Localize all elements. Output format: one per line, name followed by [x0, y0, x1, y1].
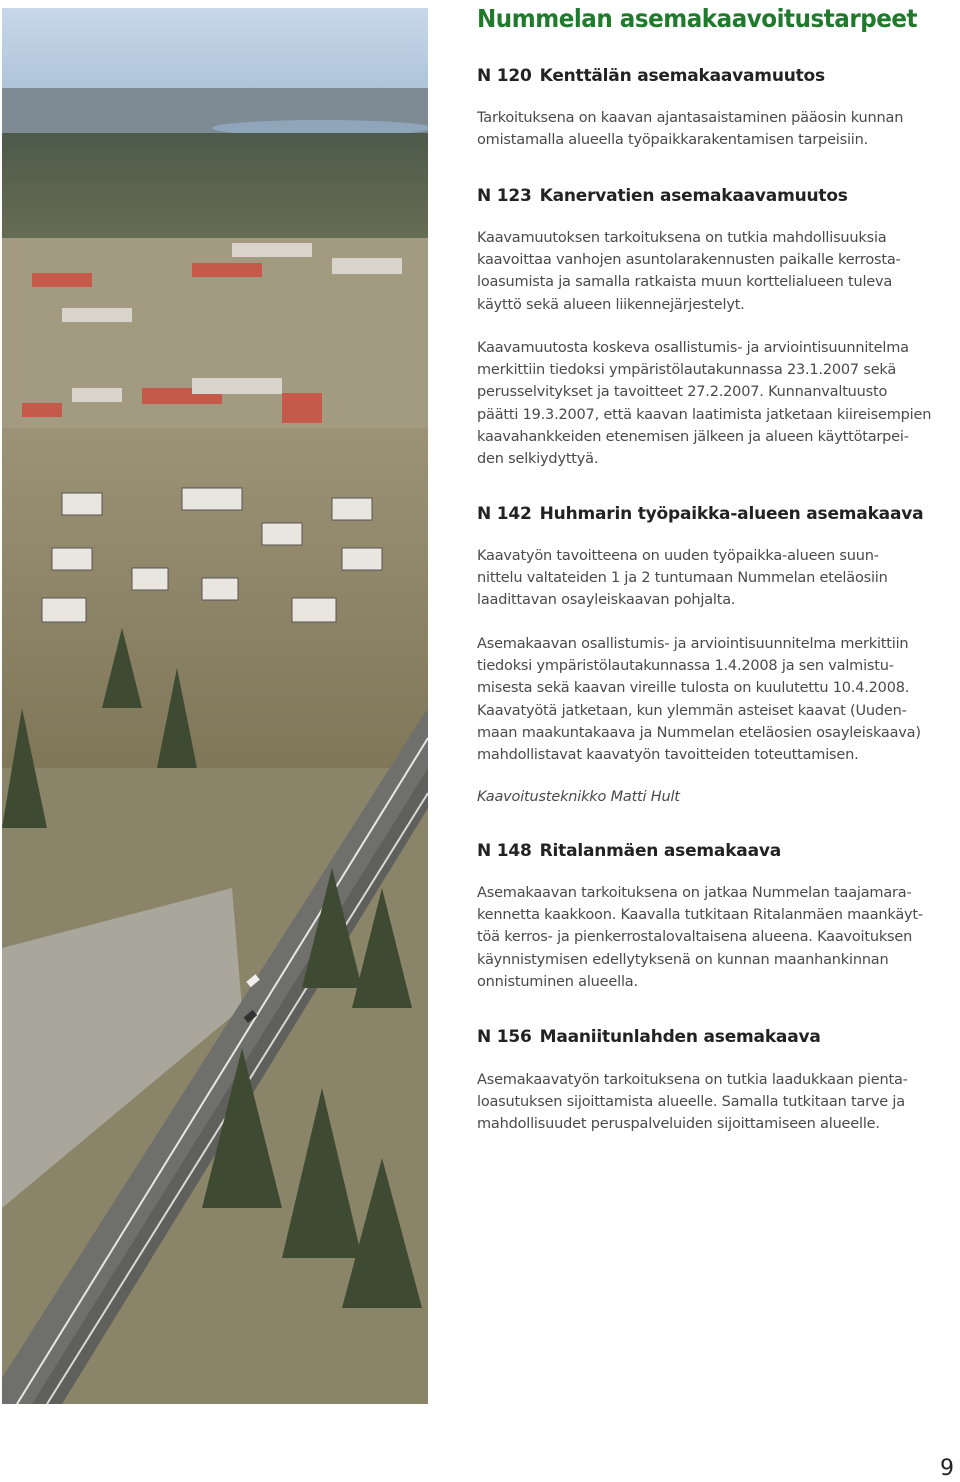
section-code: N 148 — [477, 841, 532, 861]
text-line: Kaavatyön tavoitteena on uuden työpaikka-alueen suun- — [477, 548, 879, 564]
section-title: Huhmarin työpaikka-alueen asemakaava — [539, 504, 924, 524]
text-line: omistamalla alueella työpaikkarakentamisen tarpeisiin. — [477, 132, 869, 149]
section-title: Ritalanmäen asemakaava — [539, 841, 782, 861]
section-heading-n142 — [477, 504, 923, 524]
text-line: käyttö sekä alueen liikennejärjestelyt. — [477, 296, 745, 313]
section-code: N 123 — [477, 186, 532, 206]
text-line: Asemakaavan osallistumis- ja arviointisuunnitelma merkittiin — [477, 636, 909, 652]
aerial-photo — [2, 8, 428, 1404]
page-title: Nummelan asemakaavoitustarpeet — [477, 4, 918, 33]
text-line: mahdollistavat kaavatyön tavoitteiden toteuttamisen. — [477, 747, 859, 764]
text-line: den selkiydyttyä. — [477, 451, 599, 468]
text-line: käynnistymisen edellytyksenä on kunnan maanhankinnan — [477, 951, 889, 968]
text-line: Kaavamuutosta koskeva osallistumis- ja arviointisuunnitelma — [477, 340, 909, 356]
text-line: onnistuminen alueella. — [477, 973, 638, 990]
section-paragraph — [477, 337, 932, 470]
text-line: loasutuksen sijoittamista alueelle. Samalla tutkitaan tarve ja — [477, 1094, 905, 1111]
section-heading-n120 — [477, 66, 825, 86]
text-line: Kaavatyötä jatketaan, kun ylemmän asteiset kaavat (Uuden- — [477, 702, 907, 719]
text-line: tiedoksi ympäristölautakunnassa 1.4.2008 ja sen valmistu- — [477, 658, 894, 675]
section-paragraph — [477, 1069, 917, 1136]
text-line: Asemakaavan tarkoituksena on jatkaa Nummelan taajamara- — [477, 885, 912, 901]
section-heading-n156 — [477, 1027, 821, 1047]
section-title: Kenttälän asemakaavamuutos — [539, 66, 825, 86]
text-line: laadittavan osayleiskaavan pohjalta. — [477, 592, 736, 609]
text-line: misesta sekä kaavan vireille tulosta on kuulutettu 10.4.2008. — [477, 680, 910, 697]
text-line: Asemakaavatyön tarkoituksena on tutkia laadukkaan pienta- — [477, 1072, 908, 1088]
text-line: maan maakuntakaava ja Nummelan eteläosien osayleiskaava) — [477, 724, 921, 741]
text-line: mahdollisuudet peruspalveluiden sijoittamiseen alueelle. — [477, 1116, 880, 1133]
section-paragraph — [477, 633, 921, 766]
aerial-photo-illustration — [2, 8, 428, 1404]
section-title: Kanervatien asemakaavamuutos — [539, 186, 848, 206]
text-line: perusselvitykset ja tavoitteet 27.2.2007. Kunnanvaltuusto — [477, 384, 888, 401]
text-line: nittelu valtateiden 1 ja 2 tuntumaan Nummelan eteläosiin — [477, 570, 888, 587]
section-heading-n148 — [477, 841, 781, 861]
section-title: Maaniitunlahden asemakaava — [539, 1027, 821, 1047]
text-line: töä kerros- ja pienkerrostalovaltaisena alueena. Kaavoituksen — [477, 929, 913, 946]
text-line: Kaavamuutoksen tarkoituksena on tutkia mahdollisuuksia — [477, 230, 887, 246]
text-line: loasumista ja samalla ratkaista muun korttelialueen tuleva — [477, 274, 893, 291]
text-line: Tarkoituksena on kaavan ajantasaistaminen pääosin kunnan — [477, 110, 904, 126]
text-line: kaavahankkeiden etenemisen jälkeen ja alueen käyttötarpei- — [477, 428, 909, 445]
author-signature: Kaavoitusteknikko Matti Hult — [477, 789, 680, 805]
section-paragraph — [477, 882, 923, 993]
section-paragraph — [477, 227, 917, 316]
section-paragraph — [477, 107, 917, 151]
section-code: N 156 — [477, 1027, 532, 1047]
section-heading-n123 — [477, 186, 848, 206]
text-line: päätti 19.3.2007, että kaavan laatimista jatketaan kiireisempien — [477, 406, 932, 423]
section-paragraph — [477, 545, 917, 612]
text-line: kaavoittaa vanhojen asuntolarakennusten paikalle kerrosta- — [477, 252, 901, 269]
section-code: N 142 — [477, 504, 532, 524]
text-line: merkittiin tiedoksi ympäristölautakunnassa 23.1.2007 sekä — [477, 362, 897, 379]
text-line: kennetta kaakkoon. Kaavalla tutkitaan Ritalanmäen maankäyt- — [477, 907, 923, 924]
section-code: N 120 — [477, 66, 532, 86]
page-number: 9 — [940, 1456, 954, 1481]
